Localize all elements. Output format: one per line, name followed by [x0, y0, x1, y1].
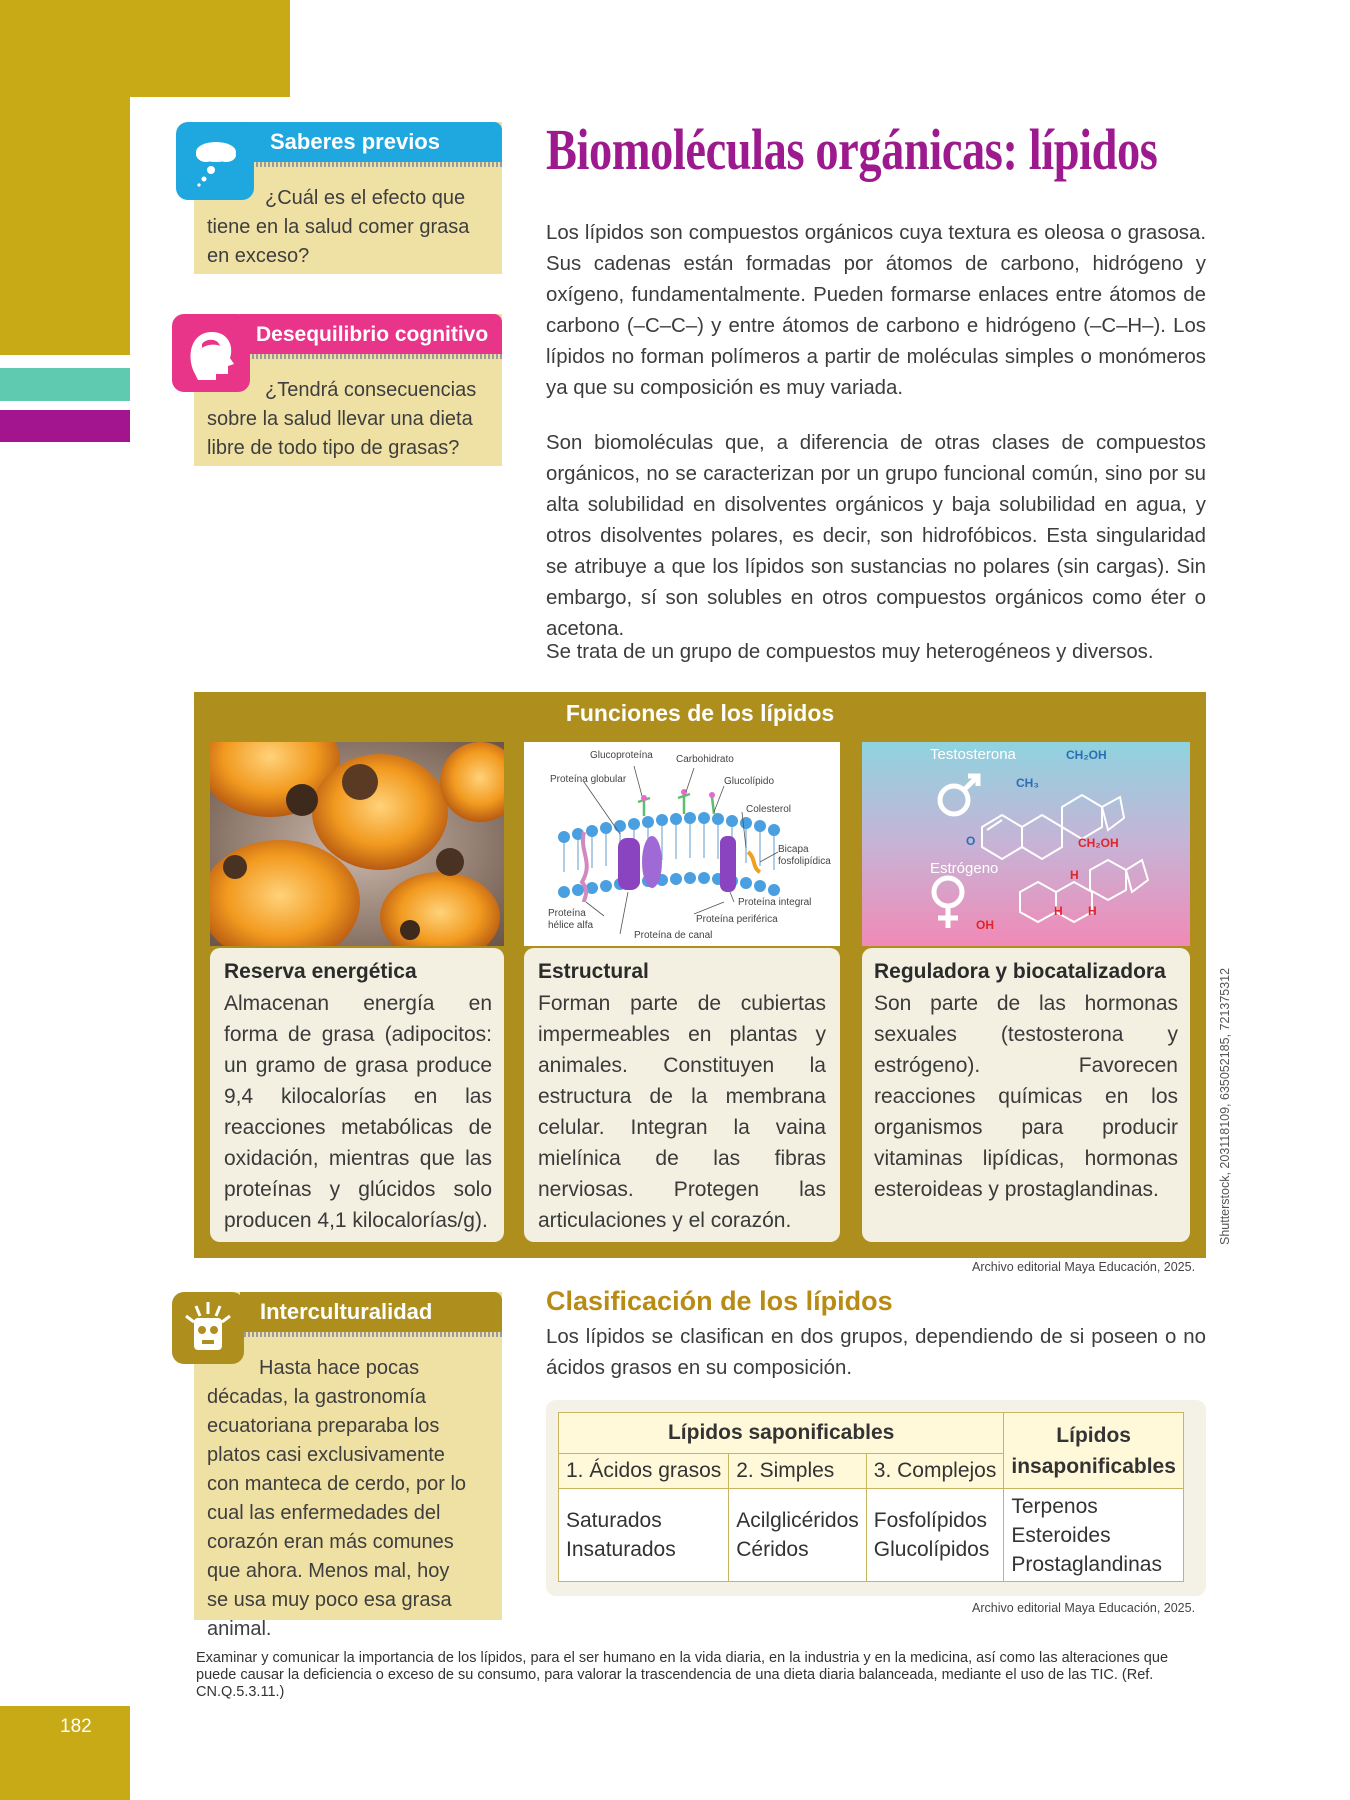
label-glucolipido: Glucolípido [724, 776, 775, 787]
list-item: Fosfolípidos [873, 1509, 988, 1532]
list-item: Esteroides [1011, 1523, 1111, 1547]
label-o: O [966, 834, 976, 848]
label-ch3: CH₃ [1016, 776, 1039, 790]
desequilibrio-heading: Desequilibrio cognitivo [256, 323, 489, 346]
label-proteina-integral: Proteína integral [738, 897, 812, 908]
magenta-stripe [0, 410, 130, 442]
label-h-3: H [1088, 904, 1097, 918]
page-number: 182 [60, 1716, 92, 1737]
desequilibrio-text: ¿Tendrá consecuencias sobre la salud llevar una dieta libre de todo tipo de grasas? [207, 379, 477, 459]
label-proteina-helice: Proteína hélice alfa [548, 908, 594, 931]
header-insaponificables: Lípidos insaponificables [1004, 1413, 1184, 1489]
label-h-2: H [1054, 904, 1063, 918]
classification-title: Clasificación de los lípidos [546, 1286, 893, 1316]
card-estructural-heading: Estructural [538, 960, 649, 983]
page-corner-band [0, 0, 290, 97]
saberes-previos-heading: Saberes previos [270, 129, 440, 154]
list-item: Acilglicéridos [736, 1509, 859, 1532]
desequilibrio-header [240, 314, 502, 354]
interculturalidad-text: Hasta hace pocas décadas, la gastronomía ecuatoriana preparaba los platos casi exclusivamente con manteca de cerdo, por lo cual las enfermedades del corazón eran más comunes que ahora. Menos mal, hoy se usa muy poco esa grasa animal. [207, 1357, 467, 1640]
list-item: Glucolípidos [873, 1538, 990, 1561]
list-item: Prostaglandinas [1011, 1552, 1162, 1576]
cell-simples [729, 1489, 867, 1582]
list-item: Saturados [566, 1509, 662, 1532]
saberes-previos-header [240, 122, 502, 162]
interculturalidad-heading: Interculturalidad [260, 1299, 433, 1324]
hormones-diagram [862, 742, 1190, 946]
col-header-acidos: 1. Ácidos grasos [559, 1454, 729, 1489]
card-reguladora-heading: Reguladora y biocatalizadora [874, 960, 1166, 983]
intro-paragraph-2: Son biomoléculas que, a diferencia de otras clases de compuestos orgánicos, no se caracterizan por un grupo funcional común, sino por su alta solubilidad en disolventes orgánicos y baja solubilidad en agua, y otros disolventes polares, es decir, son hidrofóbicos. Esta singularidad se atribuye a que los lípidos son sustancias no polares (sin cargas). Sin embargo, sí son solubles en otros compuestos orgánicos como éter o acetona. [546, 432, 1206, 640]
adipocytes-image [210, 742, 504, 946]
interculturalidad-header [240, 1292, 502, 1332]
header-saponificables: Lípidos saponificables [559, 1413, 1004, 1454]
list-item: Terpenos [1011, 1494, 1098, 1518]
card-reguladora [862, 948, 1190, 1242]
label-oh: OH [976, 918, 994, 932]
card-estructural [524, 948, 840, 1242]
card-reguladora-text: Son parte de las hormonas sexuales (testosterona y estrógeno). Favorecen reacciones químicas en los organismos para producir vitaminas lipídicas, hormonas esteroideas y prostaglandinas. [874, 992, 1178, 1201]
classification-table [558, 1412, 1184, 1582]
list-item: Céridos [736, 1538, 809, 1561]
label-proteina-canal: Proteína de canal [634, 930, 713, 941]
label-glucoproteina: Glucoproteína [590, 750, 653, 761]
label-h-1: H [1070, 868, 1079, 882]
cell-insaponificables [1004, 1489, 1184, 1582]
intro-paragraph-3: Se trata de un grupo de compuestos muy heterogéneos y diversos. [546, 641, 1154, 663]
label-proteina-periferica: Proteína periférica [696, 914, 778, 925]
col-header-complejos: 3. Complejos [866, 1454, 1004, 1489]
credit-classification: Archivo editorial Maya Educación, 2025. [972, 1601, 1196, 1615]
list-item: Insaturados [566, 1538, 676, 1561]
label-estrogeno: Estrógeno [930, 860, 999, 877]
label-testosterona: Testosterona [930, 746, 1016, 763]
saberes-previos-text: ¿Cuál es el efecto que tiene en la salud comer grasa en exceso? [207, 187, 470, 267]
footer-skill-text: Examinar y comunicar la importancia de los lípidos, para el ser humano en la vida diaria, en la industria y en la medicina, así como las alteraciones que puede causar la deficiencia o exceso de su consumo, para valorar la trascendencia de una dieta diaria balanceada, mediante el uso de las TIC. (Ref. CN.Q.5.3.11.) [196, 1650, 1169, 1700]
label-carbohidrato: Carbohidrato [676, 754, 734, 765]
label-bicapa: Bicapa fosfolipídica [778, 844, 831, 867]
label-ch2oh-2: CH₂OH [1078, 836, 1119, 850]
page-side-band [0, 97, 130, 355]
label-proteina-globular: Proteína globular [550, 774, 627, 785]
intro-paragraph-1: Los lípidos son compuestos orgánicos cuya textura es oleosa o grasosa. Sus cadenas están formadas por átomos de carbono, hidrógeno y oxígeno, fundamentalmente. Pueden formarse enlaces entre átomos de carbono (–C–C–) y entre átomos de carbono e hidrógeno (–C–H–). Los lípidos no forman polímeros a partir de moléculas simples o monómeros ya que su composición es muy variada. [546, 222, 1206, 399]
functions-title: Funciones de los lípidos [565, 700, 835, 726]
label-colesterol: Colesterol [746, 804, 792, 815]
classification-intro: Los lípidos se clasifican en dos grupos, dependiendo de si poseen o no ácidos grasos en su composición. [546, 1326, 1206, 1379]
teal-stripe [0, 368, 130, 401]
card-reserva-text: Almacenan energía en forma de grasa (adipocitos: un gramo de grasa produce 9,4 kilocalorías en las reacciones metabólicas de oxidación, mientras que las proteínas y glúcidos solo producen 4,1 kilocalorías/g). [224, 992, 492, 1232]
cell-membrane-diagram [524, 742, 840, 946]
label-ch2oh-1: CH₂OH [1066, 748, 1107, 762]
page-title: Biomoléculas orgánicas: lípidos [546, 117, 1158, 182]
card-reserva-heading: Reserva energética [224, 960, 417, 983]
cell-complejos [866, 1489, 1004, 1582]
card-reserva [210, 948, 504, 1242]
cell-acidos [559, 1489, 729, 1582]
col-header-simples: 2. Simples [729, 1454, 867, 1489]
card-estructural-text: Forman parte de cubiertas impermeables en plantas y animales. Constituyen la estructura de la membrana celular. Integran la vaina mielínica de las fibras nerviosas. Protegen las articulaciones y el corazón. [538, 992, 826, 1232]
photo-credit: Shutterstock, 203118109, 635052185, 721375312 [1218, 967, 1232, 1245]
credit-functions: Archivo editorial Maya Educación, 2025. [972, 1260, 1196, 1274]
